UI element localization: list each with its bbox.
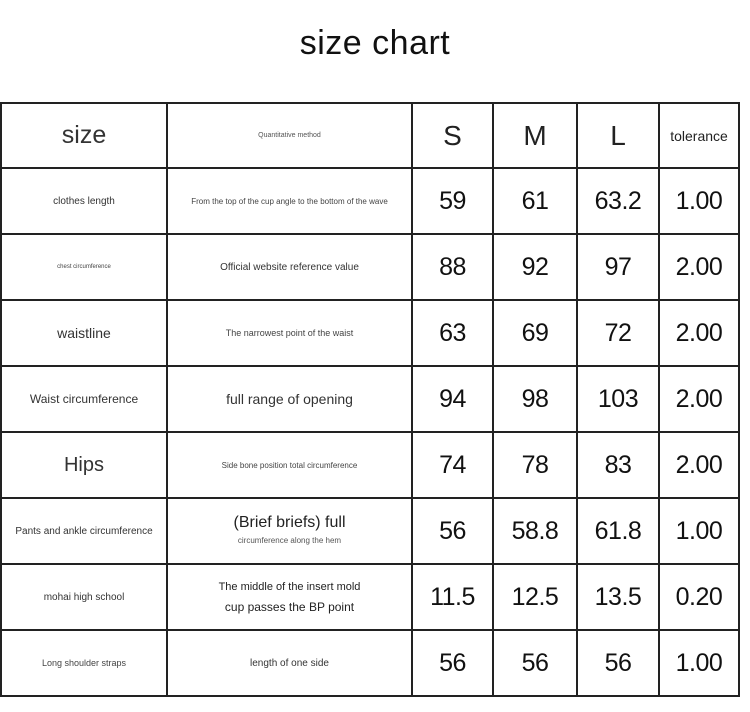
cell-s: 74 bbox=[412, 432, 493, 498]
cell-tolerance: 1.00 bbox=[659, 630, 739, 696]
table-row bbox=[1, 300, 739, 366]
cell-tolerance: 2.00 bbox=[659, 234, 739, 300]
table-row bbox=[1, 366, 739, 432]
cell-l: 63.2 bbox=[577, 168, 659, 234]
method-line-1: (Brief briefs) full bbox=[233, 514, 346, 531]
header-m: M bbox=[493, 103, 577, 168]
cell-s: 59 bbox=[412, 168, 493, 234]
cell-s: 88 bbox=[412, 234, 493, 300]
row-label: Hips bbox=[1, 432, 167, 498]
row-method: Side bone position total circumference bbox=[167, 432, 412, 498]
method-line-2: circumference along the hem bbox=[237, 536, 342, 545]
cell-tolerance: 2.00 bbox=[659, 300, 739, 366]
row-method: The narrowest point of the waist bbox=[167, 300, 412, 366]
table-row bbox=[1, 564, 739, 630]
cell-l: 83 bbox=[577, 432, 659, 498]
cell-s: 63 bbox=[412, 300, 493, 366]
header-tolerance: tolerance bbox=[659, 103, 739, 168]
row-label: Pants and ankle circumference bbox=[1, 498, 167, 564]
table-row bbox=[1, 630, 739, 696]
cell-m: 12.5 bbox=[493, 564, 577, 630]
cell-s: 11.5 bbox=[412, 564, 493, 630]
cell-l: 13.5 bbox=[577, 564, 659, 630]
cell-s: 94 bbox=[412, 366, 493, 432]
row-label: Waist circumference bbox=[1, 366, 167, 432]
table-row bbox=[1, 498, 739, 564]
row-method: From the top of the cup angle to the bottom of the wave bbox=[167, 168, 412, 234]
cell-s: 56 bbox=[412, 498, 493, 564]
row-method: Official website reference value bbox=[167, 234, 412, 300]
row-label: clothes length bbox=[1, 168, 167, 234]
cell-m: 61 bbox=[493, 168, 577, 234]
cell-m: 78 bbox=[493, 432, 577, 498]
header-s: S bbox=[412, 103, 493, 168]
row-method: full range of opening bbox=[167, 366, 412, 432]
header-size: size bbox=[1, 103, 167, 168]
cell-m: 58.8 bbox=[493, 498, 577, 564]
header-method: Quantitative method bbox=[167, 103, 412, 168]
table-row bbox=[1, 432, 739, 498]
method-line-2: cup passes the BP point bbox=[224, 600, 355, 614]
row-label: chest circumference bbox=[1, 234, 167, 300]
cell-tolerance: 1.00 bbox=[659, 168, 739, 234]
row-label: mohai high school bbox=[1, 564, 167, 630]
row-method bbox=[167, 498, 412, 564]
chart-title: size chart bbox=[299, 24, 451, 62]
header-l: L bbox=[577, 103, 659, 168]
method-line-1: The middle of the insert mold bbox=[218, 581, 361, 593]
cell-tolerance: 0.20 bbox=[659, 564, 739, 630]
cell-tolerance: 2.00 bbox=[659, 432, 739, 498]
size-chart-table bbox=[0, 102, 740, 697]
table-row bbox=[1, 168, 739, 234]
cell-s: 56 bbox=[412, 630, 493, 696]
cell-m: 56 bbox=[493, 630, 577, 696]
cell-l: 72 bbox=[577, 300, 659, 366]
row-label: Long shoulder straps bbox=[1, 630, 167, 696]
row-method: length of one side bbox=[167, 630, 412, 696]
table-row bbox=[1, 234, 739, 300]
cell-l: 61.8 bbox=[577, 498, 659, 564]
cell-l: 56 bbox=[577, 630, 659, 696]
cell-tolerance: 1.00 bbox=[659, 498, 739, 564]
cell-m: 98 bbox=[493, 366, 577, 432]
cell-m: 69 bbox=[493, 300, 577, 366]
header-row bbox=[1, 103, 739, 168]
cell-tolerance: 2.00 bbox=[659, 366, 739, 432]
cell-l: 97 bbox=[577, 234, 659, 300]
row-label: waistline bbox=[1, 300, 167, 366]
cell-m: 92 bbox=[493, 234, 577, 300]
cell-l: 103 bbox=[577, 366, 659, 432]
row-method bbox=[167, 564, 412, 630]
